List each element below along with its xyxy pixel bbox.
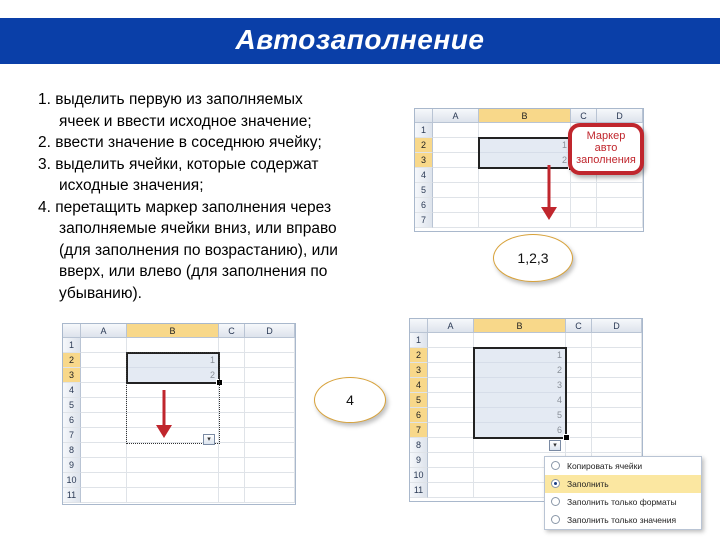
column-header-d[interactable]: D	[597, 109, 643, 123]
row-header[interactable]: 4	[410, 378, 428, 393]
cell-d7[interactable]	[597, 213, 643, 228]
row-header[interactable]: 6	[415, 198, 433, 213]
cell-a3[interactable]	[428, 363, 474, 378]
row-header[interactable]: 8	[63, 443, 81, 458]
cell-c5[interactable]	[571, 183, 597, 198]
fill-handle-callout	[568, 123, 644, 175]
label-oval-step4	[314, 377, 386, 423]
cell-c2[interactable]	[219, 353, 245, 368]
selected-range[interactable]	[473, 347, 567, 439]
cell-d6[interactable]	[245, 413, 295, 428]
menu-item-copy-cells[interactable]	[545, 457, 701, 475]
cell-d6[interactable]	[592, 408, 642, 423]
cell-a11[interactable]	[428, 483, 474, 498]
select-all-corner[interactable]	[63, 324, 81, 338]
step-line: убыванию).	[59, 284, 142, 302]
cell-b7[interactable]	[479, 213, 571, 228]
row-header[interactable]: 7	[63, 428, 81, 443]
step-line: 2. ввести значение в соседнюю ячейку;	[38, 134, 322, 151]
sheet-row	[415, 183, 643, 198]
cell-d10[interactable]	[245, 473, 295, 488]
cell-c1[interactable]	[219, 338, 245, 353]
cell-b1[interactable]	[127, 338, 219, 353]
cell-a1[interactable]	[428, 333, 474, 348]
cell-c6[interactable]	[219, 413, 245, 428]
row-header[interactable]: 5	[410, 393, 428, 408]
cell-a10[interactable]	[428, 468, 474, 483]
cell-a3[interactable]	[81, 368, 127, 383]
radio-icon	[551, 461, 560, 470]
sheet-row	[63, 488, 295, 503]
cell-c8[interactable]	[219, 443, 245, 458]
autofill-options-menu	[544, 456, 702, 530]
cell-a5[interactable]	[81, 398, 127, 413]
cell-a3[interactable]	[433, 153, 479, 168]
cell-a2[interactable]	[81, 353, 127, 368]
row-header[interactable]: 11	[63, 488, 81, 503]
label-oval-steps	[493, 234, 573, 282]
row-header[interactable]: 1	[63, 338, 81, 353]
sheet-row	[63, 443, 295, 458]
row-header[interactable]: 7	[410, 423, 428, 438]
sheet-row	[410, 333, 642, 348]
row-header[interactable]: 5	[415, 183, 433, 198]
menu-item-fill-formats[interactable]	[545, 493, 701, 511]
cell-a1[interactable]	[81, 338, 127, 353]
cell-b8[interactable]	[127, 443, 219, 458]
menu-item-label: Заполнить только значения	[567, 515, 677, 525]
sheet-row	[63, 473, 295, 488]
cell-d5[interactable]	[597, 183, 643, 198]
title-bar	[0, 18, 720, 64]
cell-a4[interactable]	[433, 168, 479, 183]
column-header-b[interactable]: B	[127, 324, 219, 338]
column-header-d[interactable]: D	[245, 324, 295, 338]
menu-item-fill-values[interactable]	[545, 511, 701, 529]
column-header-a[interactable]: A	[433, 109, 479, 123]
selected-range[interactable]	[478, 137, 572, 169]
row-header[interactable]: 6	[410, 408, 428, 423]
cell-c1[interactable]	[566, 333, 592, 348]
sheet-row	[63, 338, 295, 353]
fill-handle[interactable]	[563, 434, 570, 441]
cell-c4[interactable]	[566, 378, 592, 393]
cell-d7[interactable]	[245, 428, 295, 443]
cell-d3[interactable]	[245, 368, 295, 383]
row-header[interactable]: 10	[63, 473, 81, 488]
step-line: ячеек и ввести исходное значение;	[59, 112, 312, 130]
column-header-row	[410, 319, 642, 333]
cell-d8[interactable]	[592, 438, 642, 453]
menu-item-fill-series[interactable]	[545, 475, 701, 493]
step-line: 3. выделить ячейки, которые содержат	[38, 155, 319, 173]
cell-b10[interactable]	[127, 473, 219, 488]
cell-c6[interactable]	[571, 198, 597, 213]
select-all-corner[interactable]	[415, 109, 433, 123]
drag-preview-range	[126, 352, 220, 444]
row-header[interactable]: 6	[63, 413, 81, 428]
cell-d1[interactable]	[245, 338, 295, 353]
row-header[interactable]: 8	[410, 438, 428, 453]
cell-d7[interactable]	[592, 423, 642, 438]
cell-d4[interactable]	[245, 383, 295, 398]
callout-text: заполнения	[576, 154, 636, 166]
row-header[interactable]: 2	[415, 138, 433, 153]
cell-d3[interactable]	[592, 363, 642, 378]
menu-item-label: Заполнить	[567, 479, 609, 489]
step-line: 4. перетащить маркер заполнения через	[38, 198, 332, 216]
cell-b6[interactable]	[479, 198, 571, 213]
cell-a1[interactable]	[433, 123, 479, 138]
cell-c5[interactable]	[219, 398, 245, 413]
cell-d9[interactable]	[245, 458, 295, 473]
cell-a8[interactable]	[81, 443, 127, 458]
row-header[interactable]: 5	[63, 398, 81, 413]
cell-d4[interactable]	[592, 378, 642, 393]
cell-a4[interactable]	[81, 383, 127, 398]
slide-title: Автозаполнение	[235, 24, 485, 55]
cell-c7[interactable]	[219, 428, 245, 443]
cell-a2[interactable]	[428, 348, 474, 363]
row-header[interactable]: 4	[415, 168, 433, 183]
column-header-b[interactable]: B	[474, 319, 566, 333]
cell-a6[interactable]	[81, 413, 127, 428]
column-header-c[interactable]: C	[219, 324, 245, 338]
cell-a5[interactable]	[428, 393, 474, 408]
callout-text: авто	[594, 142, 618, 154]
row-header[interactable]: 3	[63, 368, 81, 383]
column-header-c[interactable]: C	[571, 109, 597, 123]
cell-b1[interactable]	[474, 333, 566, 348]
autofill-options-button[interactable]: ▾	[549, 440, 561, 451]
column-header-c[interactable]: C	[566, 319, 592, 333]
callout-text: Маркер	[586, 130, 626, 142]
cell-a6[interactable]	[428, 408, 474, 423]
menu-item-label: Копировать ячейки	[567, 461, 643, 471]
cell-d1[interactable]	[592, 333, 642, 348]
cell-a7[interactable]	[81, 428, 127, 443]
step-line: 1. выделить первую из заполняемых	[38, 91, 303, 108]
cell-c6[interactable]	[566, 408, 592, 423]
row-header[interactable]: 4	[63, 383, 81, 398]
cell-a7[interactable]	[433, 213, 479, 228]
sheet-row	[415, 213, 643, 228]
cell-a11[interactable]	[81, 488, 127, 503]
cell-c11[interactable]	[219, 488, 245, 503]
cell-c5[interactable]	[566, 393, 592, 408]
cell-a5[interactable]	[433, 183, 479, 198]
column-header-row	[415, 109, 643, 123]
oval-label: 1,2,3	[517, 250, 549, 266]
row-header[interactable]: 2	[410, 348, 428, 363]
cell-c3[interactable]	[566, 363, 592, 378]
cell-a6[interactable]	[433, 198, 479, 213]
cell-a2[interactable]	[433, 138, 479, 153]
cell-c7[interactable]	[571, 213, 597, 228]
cell-b5[interactable]	[479, 183, 571, 198]
row-header[interactable]: 3	[410, 363, 428, 378]
oval-label: 4	[346, 392, 354, 408]
step-line: вверх, или влево (для заполнения по	[59, 263, 328, 280]
cell-b9[interactable]	[127, 458, 219, 473]
row-header[interactable]: 7	[415, 213, 433, 228]
cell-d5[interactable]	[592, 393, 642, 408]
step-line: исходные значения;	[59, 177, 204, 194]
cell-d5[interactable]	[245, 398, 295, 413]
column-header-b[interactable]: B	[479, 109, 571, 123]
row-header[interactable]: 1	[415, 123, 433, 138]
sheet-row	[63, 458, 295, 473]
cell-b1[interactable]	[479, 123, 571, 138]
column-header-d[interactable]: D	[592, 319, 642, 333]
column-header-a[interactable]: A	[428, 319, 474, 333]
cell-b4[interactable]	[479, 168, 571, 183]
row-header[interactable]: 10	[410, 468, 428, 483]
cell-a7[interactable]	[428, 423, 474, 438]
step-line: (для заполнения по возрастанию), или	[59, 241, 338, 259]
cell-d2[interactable]	[245, 353, 295, 368]
select-all-corner[interactable]	[410, 319, 428, 333]
cell-d11[interactable]	[245, 488, 295, 503]
cell-a10[interactable]	[81, 473, 127, 488]
cell-c9[interactable]	[219, 458, 245, 473]
row-header[interactable]: 2	[63, 353, 81, 368]
step-line: заполняемые ячейки вниз, или вправо	[59, 220, 337, 237]
radio-selected-icon	[551, 479, 560, 488]
row-header[interactable]: 11	[410, 483, 428, 498]
cell-a9[interactable]	[81, 458, 127, 473]
spreadsheet-step-4-drag	[62, 323, 296, 505]
menu-item-label: Заполнить только форматы	[567, 497, 677, 507]
cell-c2[interactable]	[566, 348, 592, 363]
column-header-row	[63, 324, 295, 338]
sheet-row	[415, 198, 643, 213]
cell-a4[interactable]	[428, 378, 474, 393]
cell-b11[interactable]	[127, 488, 219, 503]
cell-a8[interactable]	[428, 438, 474, 453]
row-header[interactable]: 9	[410, 453, 428, 468]
cell-c10[interactable]	[219, 473, 245, 488]
cell-d6[interactable]	[597, 198, 643, 213]
row-header[interactable]: 3	[415, 153, 433, 168]
radio-icon	[551, 497, 560, 506]
cell-a9[interactable]	[428, 453, 474, 468]
cell-d8[interactable]	[245, 443, 295, 458]
cell-d2[interactable]	[592, 348, 642, 363]
instructions	[38, 89, 398, 304]
sheet-row	[410, 438, 642, 453]
autofill-options-button[interactable]: ▾	[203, 434, 215, 445]
row-header[interactable]: 1	[410, 333, 428, 348]
row-header[interactable]: 9	[63, 458, 81, 473]
column-header-a[interactable]: A	[81, 324, 127, 338]
radio-icon	[551, 515, 560, 524]
